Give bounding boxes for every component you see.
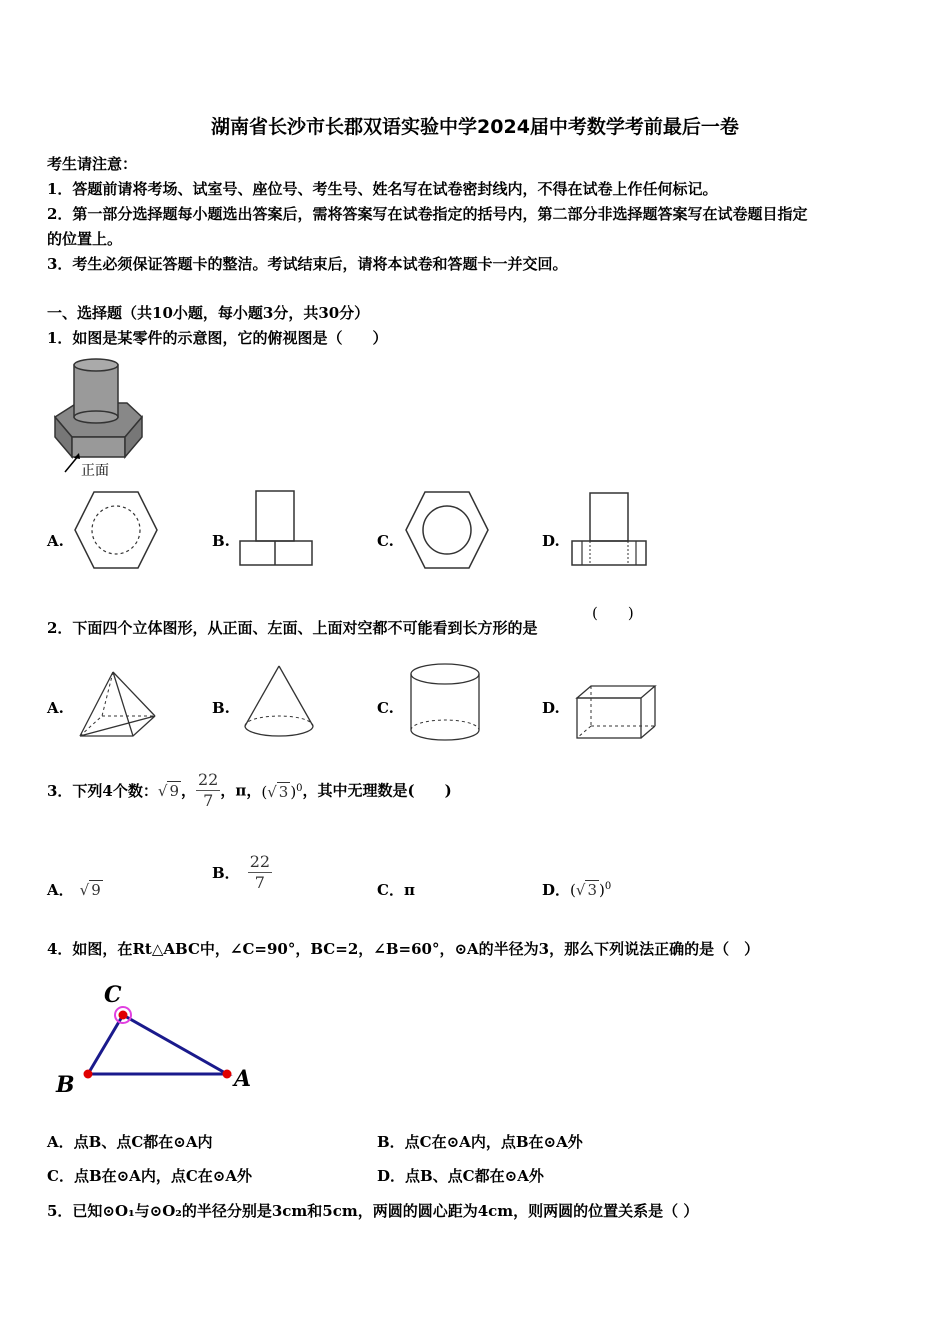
- q2-option-c-figure: [408, 662, 482, 744]
- label-a: A: [234, 1066, 252, 1092]
- page-title: 湖南省长沙市长郡双语实验中学2024届中考数学考前最后一卷: [211, 116, 739, 138]
- q1-option-c-figure: [403, 490, 491, 570]
- q3-suffix: ，其中无理数是( ): [302, 781, 452, 800]
- point-a: [223, 1070, 232, 1079]
- q3-power: (√ 3 )$^0$: [261, 783, 303, 801]
- q3-exponent: 0: [296, 783, 303, 794]
- triangle-figure: [50, 978, 270, 1103]
- point-c: [119, 1011, 128, 1020]
- q3-option-a-value: √ 9: [79, 881, 101, 899]
- question-2-paren: ( ): [592, 604, 634, 622]
- q3-sqrt3-radicand: 3: [278, 783, 289, 801]
- q3-option-b-num: 22: [249, 852, 271, 871]
- q3-option-d-value: (√ 3 )$^0$: [570, 881, 612, 899]
- point-b: [84, 1070, 93, 1079]
- q3-sqrt9: √ 9: [157, 781, 179, 800]
- q4-option-c[interactable]: C．点B在⊙A内，点C在⊙A外: [47, 1167, 252, 1185]
- q2-option-a-figure: [78, 670, 158, 740]
- triangle-abc: [88, 1015, 227, 1074]
- q2-option-d-figure: [575, 684, 659, 740]
- notice-item-2: 2．第一部分选择题每小题选出答案后，需将答案写在试卷指定的括号内，第二部分非选择题答案写在试卷题目指定: [47, 205, 808, 223]
- q3-option-d-radicand: 3: [587, 881, 597, 899]
- question-4-stem: 4．如图，在Rt△ABC中，∠C=90°，BC=2，∠B=60°，⊙A的半径为3，那么下列说法正确的是（ ）: [47, 940, 760, 958]
- q3-option-b-den: 7: [254, 873, 265, 892]
- q3-option-a-label: A．: [47, 881, 74, 899]
- q3-option-a-radicand: 9: [91, 881, 101, 899]
- question-3-stem: [47, 770, 452, 811]
- front-label: 正面: [81, 463, 109, 479]
- q1-option-a[interactable]: A.: [47, 532, 64, 550]
- q1-option-b[interactable]: B.: [212, 532, 230, 550]
- question-2-stem: 2．下面四个立体图形，从正面、左面、上面对空都不可能看到长方形的是: [47, 619, 538, 637]
- q3-comma: ，: [180, 781, 196, 800]
- q3-sqrt9-radicand: 9: [169, 781, 179, 800]
- question-5-stem: 5．已知⊙O₁与⊙O₂的半径分别是3cm和5cm，两圆的圆心距为4cm，则两圆的位置关系是（ ）: [47, 1202, 699, 1220]
- q3-option-d[interactable]: [542, 879, 611, 900]
- q3-frac-num: 22: [198, 770, 219, 789]
- q3-prefix: 3．下列4个数：: [47, 781, 158, 800]
- notice-heading: 考生请注意：: [47, 155, 138, 173]
- q1-option-b-figure: [238, 490, 316, 570]
- q3-option-b[interactable]: [212, 852, 272, 893]
- q2-option-b-figure: [243, 664, 315, 744]
- q4-option-d[interactable]: D．点B、点C都在⊙A外: [377, 1167, 544, 1185]
- q3-option-c[interactable]: C．π: [377, 881, 415, 899]
- section-heading: 一、选择题（共10小题，每小题3分，共30分）: [47, 304, 370, 322]
- q3-pi: ，π，: [220, 781, 262, 800]
- q2-option-b[interactable]: B.: [212, 699, 230, 717]
- q1-option-a-figure: [72, 490, 160, 570]
- q3-frac-den: 7: [203, 791, 214, 810]
- q1-option-c[interactable]: C.: [377, 532, 394, 550]
- q2-option-a[interactable]: A.: [47, 699, 64, 717]
- q3-option-d-exponent: 0: [604, 881, 612, 892]
- q4-option-a[interactable]: A．点B、点C都在⊙A内: [47, 1133, 213, 1151]
- notice-item-2-cont: 的位置上。: [47, 230, 123, 248]
- q1-option-d[interactable]: D.: [542, 532, 560, 550]
- q3-option-b-fraction: [248, 852, 272, 893]
- q1-option-d-figure: [570, 490, 650, 570]
- q2-option-d[interactable]: D.: [542, 699, 560, 717]
- notice-item-1: 1．答题前请将考场、试室号、座位号、考生号、姓名写在试卷密封线内，不得在试卷上作任何标记。: [47, 180, 718, 198]
- notice-item-3: 3．考生必须保证答题卡的整洁。考试结束后，请将本试卷和答题卡一并交回。: [47, 255, 568, 273]
- question-1-stem: 1．如图是某零件的示意图，它的俯视图是（ ）: [47, 329, 388, 347]
- q4-option-b[interactable]: B．点C在⊙A内，点B在⊙A外: [377, 1133, 583, 1151]
- part-figure: [47, 355, 147, 480]
- label-c: C: [104, 982, 122, 1008]
- q2-option-c[interactable]: C.: [377, 699, 394, 717]
- q3-fraction: [196, 770, 220, 811]
- q3-option-d-label: D．: [542, 881, 571, 899]
- q3-option-a[interactable]: [47, 879, 103, 900]
- q3-option-b-label: B．: [212, 863, 240, 882]
- label-b: B: [56, 1072, 75, 1098]
